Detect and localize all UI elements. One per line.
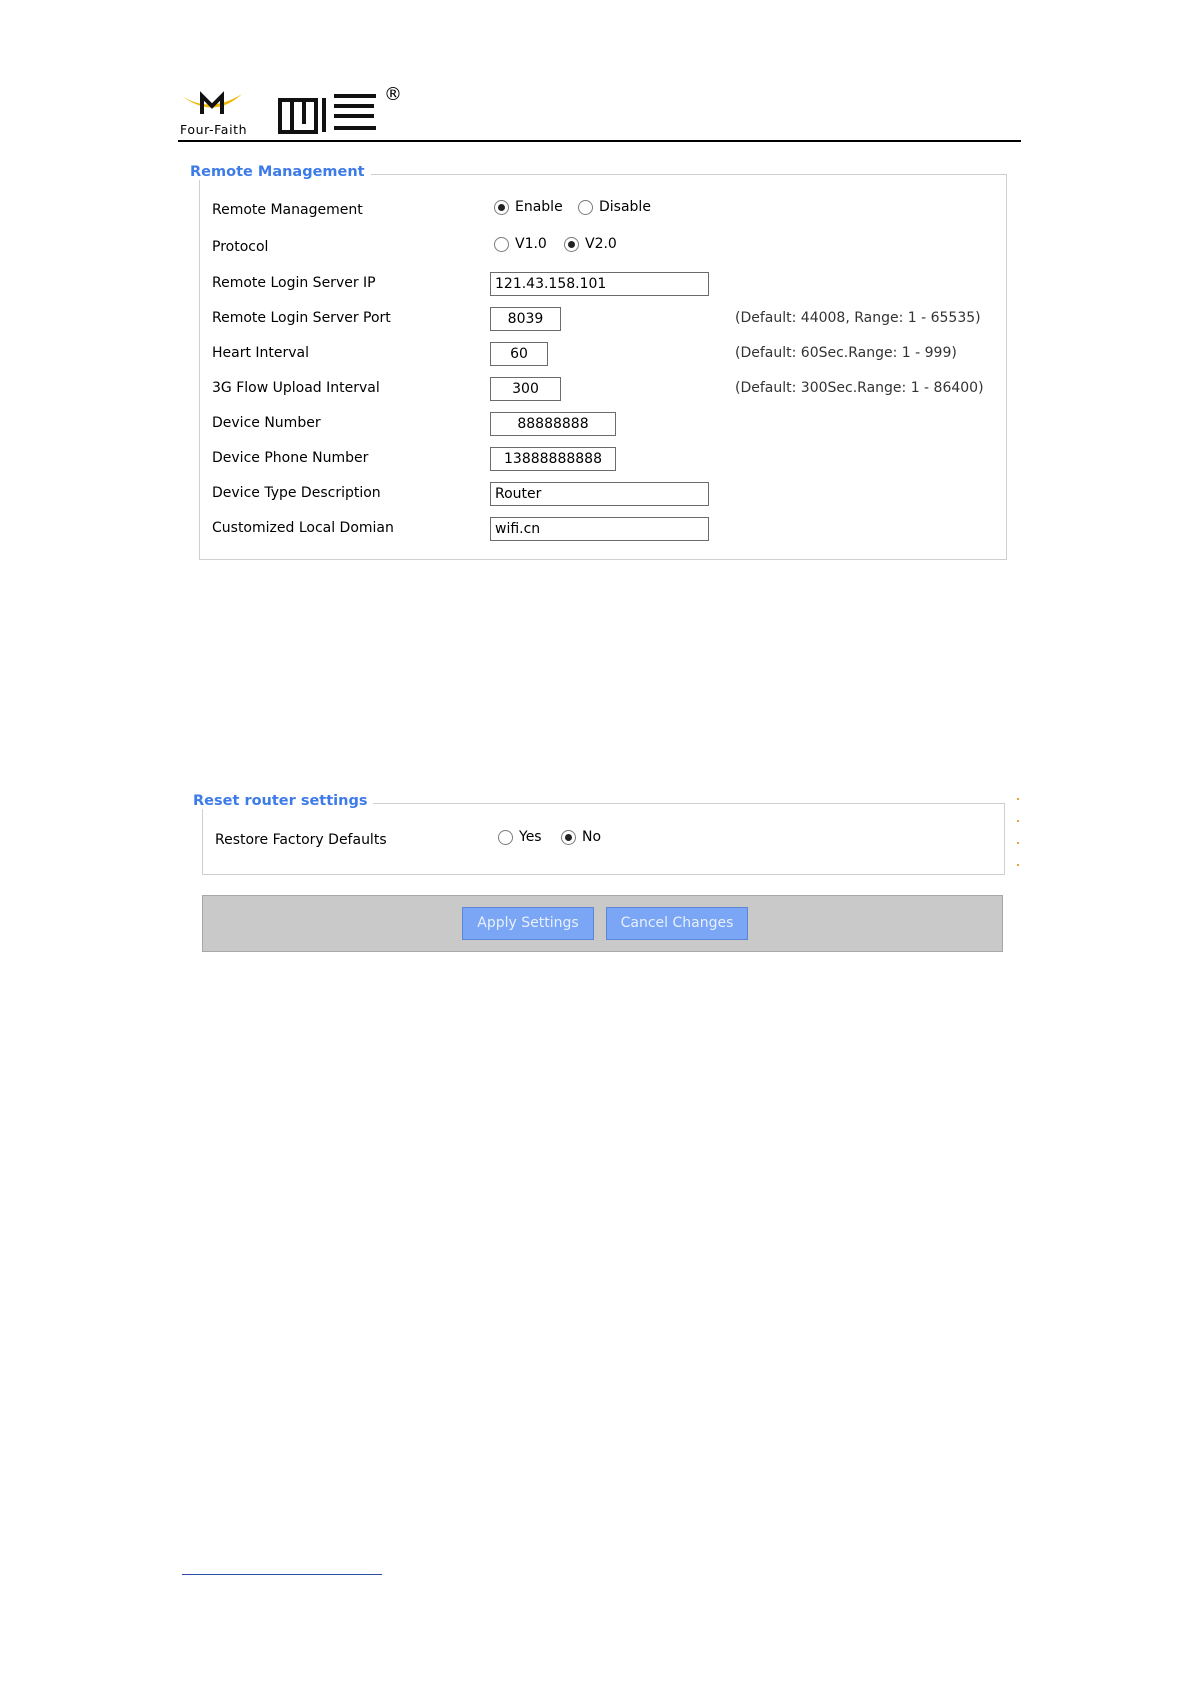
disable-radio[interactable] <box>578 200 593 215</box>
device-number-label: Device Number <box>212 415 321 431</box>
header-divider <box>178 140 1021 142</box>
server-port-row <box>212 307 1006 331</box>
apply-settings-button[interactable]: Apply Settings <box>462 907 594 940</box>
enable-radio[interactable] <box>494 200 509 215</box>
device-number-row <box>212 412 1006 436</box>
action-button-bar <box>202 895 1003 952</box>
heart-interval-input[interactable]: 60 <box>490 342 548 366</box>
remote-management-disable-option[interactable] <box>578 199 651 215</box>
server-port-hint: (Default: 44008, Range: 1 - 65535) <box>735 310 981 326</box>
yes-radio-label: Yes <box>519 829 542 845</box>
remote-management-legend: Remote Management <box>190 164 371 180</box>
v2-radio-label: V2.0 <box>585 236 617 252</box>
no-radio-label: No <box>582 829 602 845</box>
v1-radio[interactable] <box>494 237 509 252</box>
reset-settings-legend: Reset router settings <box>193 793 373 809</box>
device-phone-row <box>212 447 1006 471</box>
remote-management-label: Remote Management <box>212 202 363 218</box>
restore-yes-option[interactable] <box>498 829 542 845</box>
restore-defaults-row <box>215 829 1004 853</box>
v1-radio-label: V1.0 <box>515 236 547 252</box>
v2-radio[interactable] <box>564 237 579 252</box>
protocol-row <box>212 236 1006 260</box>
edge-marks <box>1017 798 1021 868</box>
heart-interval-row <box>212 342 1006 366</box>
flow-upload-input[interactable]: 300 <box>490 377 561 401</box>
server-port-input[interactable]: 8039 <box>490 307 561 331</box>
local-domain-row <box>212 517 1006 541</box>
yes-radio[interactable] <box>498 830 513 845</box>
disable-radio-label: Disable <box>599 199 651 215</box>
remote-management-panel <box>190 164 1007 560</box>
server-ip-label: Remote Login Server IP <box>212 275 376 291</box>
footnote-divider <box>182 1574 382 1575</box>
device-type-label: Device Type Description <box>212 485 381 501</box>
local-domain-label: Customized Local Domian <box>212 520 394 536</box>
heart-interval-label: Heart Interval <box>212 345 310 361</box>
restore-defaults-label: Restore Factory Defaults <box>215 832 387 848</box>
flow-upload-label: 3G Flow Upload Interval <box>212 380 380 396</box>
remote-management-enable-option[interactable] <box>494 199 563 215</box>
cancel-changes-button[interactable]: Cancel Changes <box>606 907 748 940</box>
registered-mark: ® <box>384 84 402 105</box>
server-port-label: Remote Login Server Port <box>212 310 391 326</box>
remote-management-row <box>212 199 1006 223</box>
server-ip-row <box>212 272 1006 296</box>
device-number-input[interactable]: 88888888 <box>490 412 616 436</box>
heart-interval-hint: (Default: 60Sec.Range: 1 - 999) <box>735 345 957 361</box>
protocol-label: Protocol <box>212 239 269 255</box>
device-type-input[interactable]: Router <box>490 482 709 506</box>
flow-upload-row <box>212 377 1006 401</box>
device-phone-label: Device Phone Number <box>212 450 369 466</box>
restore-no-option[interactable] <box>561 829 601 845</box>
protocol-v1-option[interactable] <box>494 236 547 252</box>
device-phone-input[interactable]: 13888888888 <box>490 447 616 471</box>
server-ip-input[interactable]: 121.43.158.101 <box>490 272 709 296</box>
device-type-row <box>212 482 1006 506</box>
local-domain-input[interactable]: wifi.cn <box>490 517 709 541</box>
logo-chinese-mark <box>280 96 376 132</box>
reset-settings-panel <box>193 793 1005 875</box>
enable-radio-label: Enable <box>515 199 563 215</box>
four-faith-logo <box>180 84 402 140</box>
no-radio[interactable] <box>561 830 576 845</box>
logo-caption: Four-Faith <box>180 122 248 137</box>
flow-upload-hint: (Default: 300Sec.Range: 1 - 86400) <box>735 380 984 396</box>
protocol-v2-option[interactable] <box>564 236 617 252</box>
